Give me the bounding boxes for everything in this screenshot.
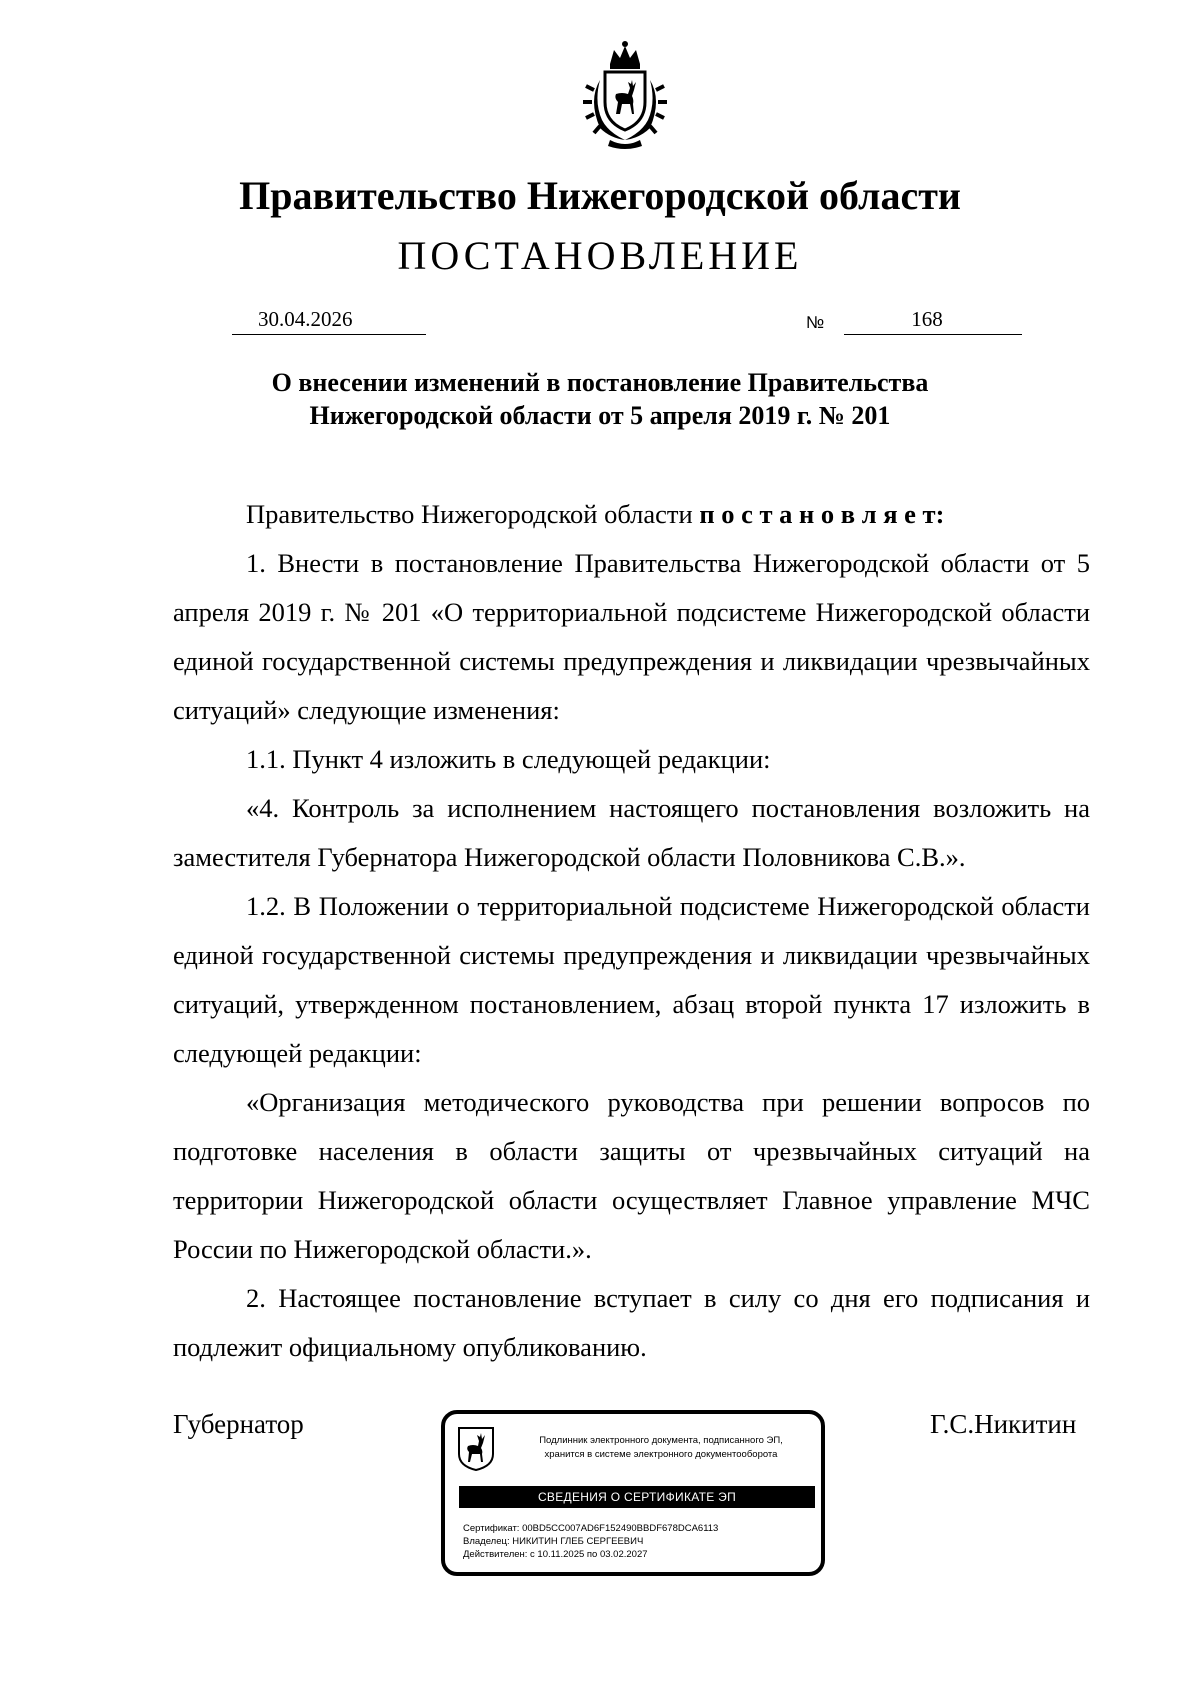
paragraph-1-1-text: «4. Контроль за исполнением настоящего постановления возложить на заместителя Губернатора Нижегородской области Половникова С.В.».: [173, 793, 1090, 872]
document-subject: [0, 366, 1200, 432]
document-body: [173, 490, 1090, 1372]
signatory-name: Г.С.Никитин: [930, 1409, 1077, 1439]
document-number: 168: [911, 307, 943, 331]
signatory-position: Губернатор: [173, 1409, 304, 1439]
subject-line-2: Нижегородской области от 5 апреля 2019 г. № 201: [309, 401, 891, 430]
subject-line-1: О внесении изменений в постановление Правительства: [271, 368, 929, 397]
paragraph-2: 2. Настоящее постановление вступает в силу со дня его подписания и подлежит официальному опубликованию.: [173, 1283, 1090, 1362]
deer-emblem-icon: [457, 1426, 495, 1472]
document-date-field: [232, 304, 426, 335]
stamp-note-line-2: хранится в системе электронного документооборота: [544, 1449, 778, 1460]
certificate-id: Сертификат: 00BD5CC007AD6F152490BBDF678DCA6113: [463, 1523, 719, 1534]
paragraph-1-1: 1.1. Пункт 4 изложить в следующей редакции:: [246, 744, 771, 774]
electronic-signature-stamp: [441, 1410, 825, 1576]
certificate-info: [463, 1522, 718, 1561]
document-number-field: [844, 304, 1022, 335]
coat-of-arms-icon: [570, 40, 680, 150]
certificate-owner: Владелец: НИКИТИН ГЛЕБ СЕРГЕЕВИЧ: [463, 1536, 644, 1547]
preamble-text: Правительство Нижегородской области: [246, 499, 700, 529]
paragraph-1-2: 1.2. В Положении о территориальной подсистеме Нижегородской области единой государственной системы предупреждения и ликвидации чрезвычайных ситуаций, утвержденном постановлением, абзац второй пункта 17 изложить в следующей редакции:: [173, 891, 1090, 1068]
document-date: 30.04.2026: [258, 307, 353, 331]
paragraph-1-2-text: «Организация методического руководства при решении вопросов по подготовке населения в области защиты от чрезвычайных ситуаций на территории Нижегородской области осуществляет Главное управление МЧС России по Нижегородской области.».: [173, 1087, 1090, 1264]
document-type: ПОСТАНОВЛЕНИЕ: [397, 233, 803, 278]
preamble-verb: п о с т а н о в л я е т:: [699, 499, 945, 529]
stamp-note: [507, 1434, 815, 1462]
issuing-authority: Правительство Нижегородской области: [239, 173, 961, 218]
preamble: [173, 490, 1090, 539]
certificate-info-header: СВЕДЕНИЯ О СЕРТИФИКАТЕ ЭП: [459, 1486, 815, 1508]
number-sign: №: [806, 313, 825, 332]
paragraph-1: 1. Внести в постановление Правительства Нижегородской области от 5 апреля 2019 г. № 201 «О территориальной подсистеме Нижегородской области единой государственной системы предупреждения и ликвидации чрезвычайных ситуаций» следующие изменения:: [173, 548, 1090, 725]
certificate-validity: Действителен: с 10.11.2025 по 03.02.2027: [463, 1549, 648, 1560]
stamp-note-line-1: Подлинник электронного документа, подписанного ЭП,: [539, 1435, 783, 1446]
